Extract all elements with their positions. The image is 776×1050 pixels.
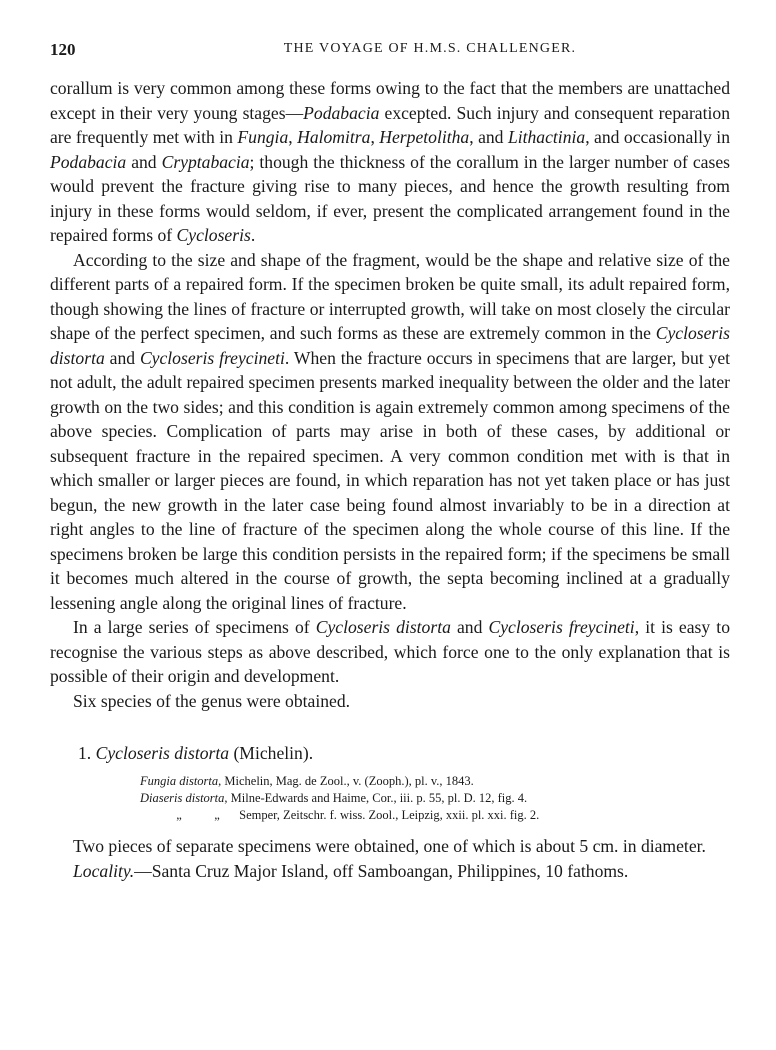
paragraph [50,859,730,884]
text-run: , [288,127,298,147]
italic-text: . [129,860,135,881]
text-run: , and [469,127,508,147]
synonym-citation: , Michelin, Mag. de Zool., v. (Zooph.), pl. v., 1843. [218,774,474,788]
text-run: , and occasionally in [585,127,730,147]
ditto-mark: „ [176,808,182,822]
synonym-genus: Diaseris distorta [140,791,225,805]
text-run: . When the fracture occurs in specimens that are larger, but yet not adult, the adult repaired specimen presents marked inequality between the older and the later growth on the two sides; and this condition is again extremely common among specimens of the above species. Complication of parts may arise in both of these cases, by additional or subsequent fracture in the repaired specimen. A very common condition met with is that in which smaller or larger pieces are found, in which reparation has not yet taken place or has just begun, the new growth in the later case being found almost invariably to be in a direction at right angles to the line of fracture of the specimen along the whole course of this line. If the specimens broken be large this condition persists in the repaired form; if the specimens be small it becomes much altered in the course of growth, the septa becoming inclined at a gradually lessening angle along the original lines of fracture. [50,347,731,613]
synonymy-entry [140,773,730,790]
synonym-citation: , Milne-Edwards and Haime, Cor., iii. p. 55, pl. D. 12, fig. 4. [224,791,528,805]
italic-text: Halomitra [297,127,371,147]
synonym-citation: Semper, Zeitschr. f. wiss. Zool., Leipzig, xxii. pl. xxi. fig. 2. [239,808,540,822]
text-run: ; though the thickness of the corallum in the larger number of cases would prevent the fracture giving rise to many pieces, and hence the growth resulting from injury in these forms would seldom, if ever, present the complicated arrangement found in the repaired forms of [50,151,730,245]
document-page [50,40,730,883]
italic-text: Cycloseris distorta [315,617,451,637]
italic-text: Podabacia [50,151,127,172]
text-run: According to the size and shape of the fragment, would be the shape and relative size of the different parts of a repaired form. If the specimen broken be quite small, its adult repaired form, though showing the lines of fracture or interrupted growth, will take on most closely the circular shape of the perfect specimen, and such forms as these are extremely common in the [50,249,730,343]
paragraph [50,76,730,248]
main-text [50,76,730,713]
italic-text: Herpetolitha [379,127,470,147]
species-heading [50,741,730,765]
species-author: (Michelin). [233,743,314,763]
synonymy-list [50,773,730,824]
paragraph [50,615,730,689]
italic-text: Cycloseris freycineti [139,347,285,368]
synonymy-entry [140,807,730,824]
text-run: , it is easy to recognise the various steps as above described, which force one to the only explanation that is possible of their origin and development. [50,617,730,686]
running-title: THE VOYAGE OF H.M.S. CHALLENGER. [283,41,577,56]
paragraph [50,689,730,714]
synonym-genus: Fungia distorta [140,774,219,788]
text-run: —Santa Cruz Major Island, off Samboangan, Philippines, 10 fathoms. [134,860,629,881]
text-run: , [370,127,380,147]
italic-text: Locality [73,860,130,881]
italic-text: Podabacia [303,102,380,123]
page-number: 120 [50,40,76,59]
text-run: and [104,347,140,368]
paragraph [50,834,730,859]
synonymy-entry [140,790,730,807]
italic-text: Cycloseris distorta [50,323,730,368]
text-run: excepted. Such injury and consequent reparation are frequently met with in [50,102,730,147]
species-name: Cycloseris distorta [95,743,230,763]
species-number: 1. [78,743,92,763]
page-header [50,40,730,66]
italic-text: Cycloseris freycineti [488,617,635,637]
text-run: corallum is very common among these forms owing to the fact that the members are unattached except in their very young stages— [50,78,730,123]
text-run: Two pieces of separate specimens were obtained, one of which is about 5 cm. in diameter. [73,836,706,856]
ditto-mark: „ [214,808,220,822]
italic-text: Cycloseris [176,225,251,245]
italic-text: Lithactinia [507,127,586,147]
paragraph [50,248,730,616]
text-run: Six species of the genus were obtained. [73,690,351,711]
italic-text: Cryptabacia [161,151,250,172]
italic-text: Fungia [237,127,289,147]
text-run: In a large series of specimens of [73,617,316,637]
text-run: . [250,225,256,245]
species-text [50,834,730,883]
text-run: and [450,617,489,637]
text-run: and [126,151,162,172]
